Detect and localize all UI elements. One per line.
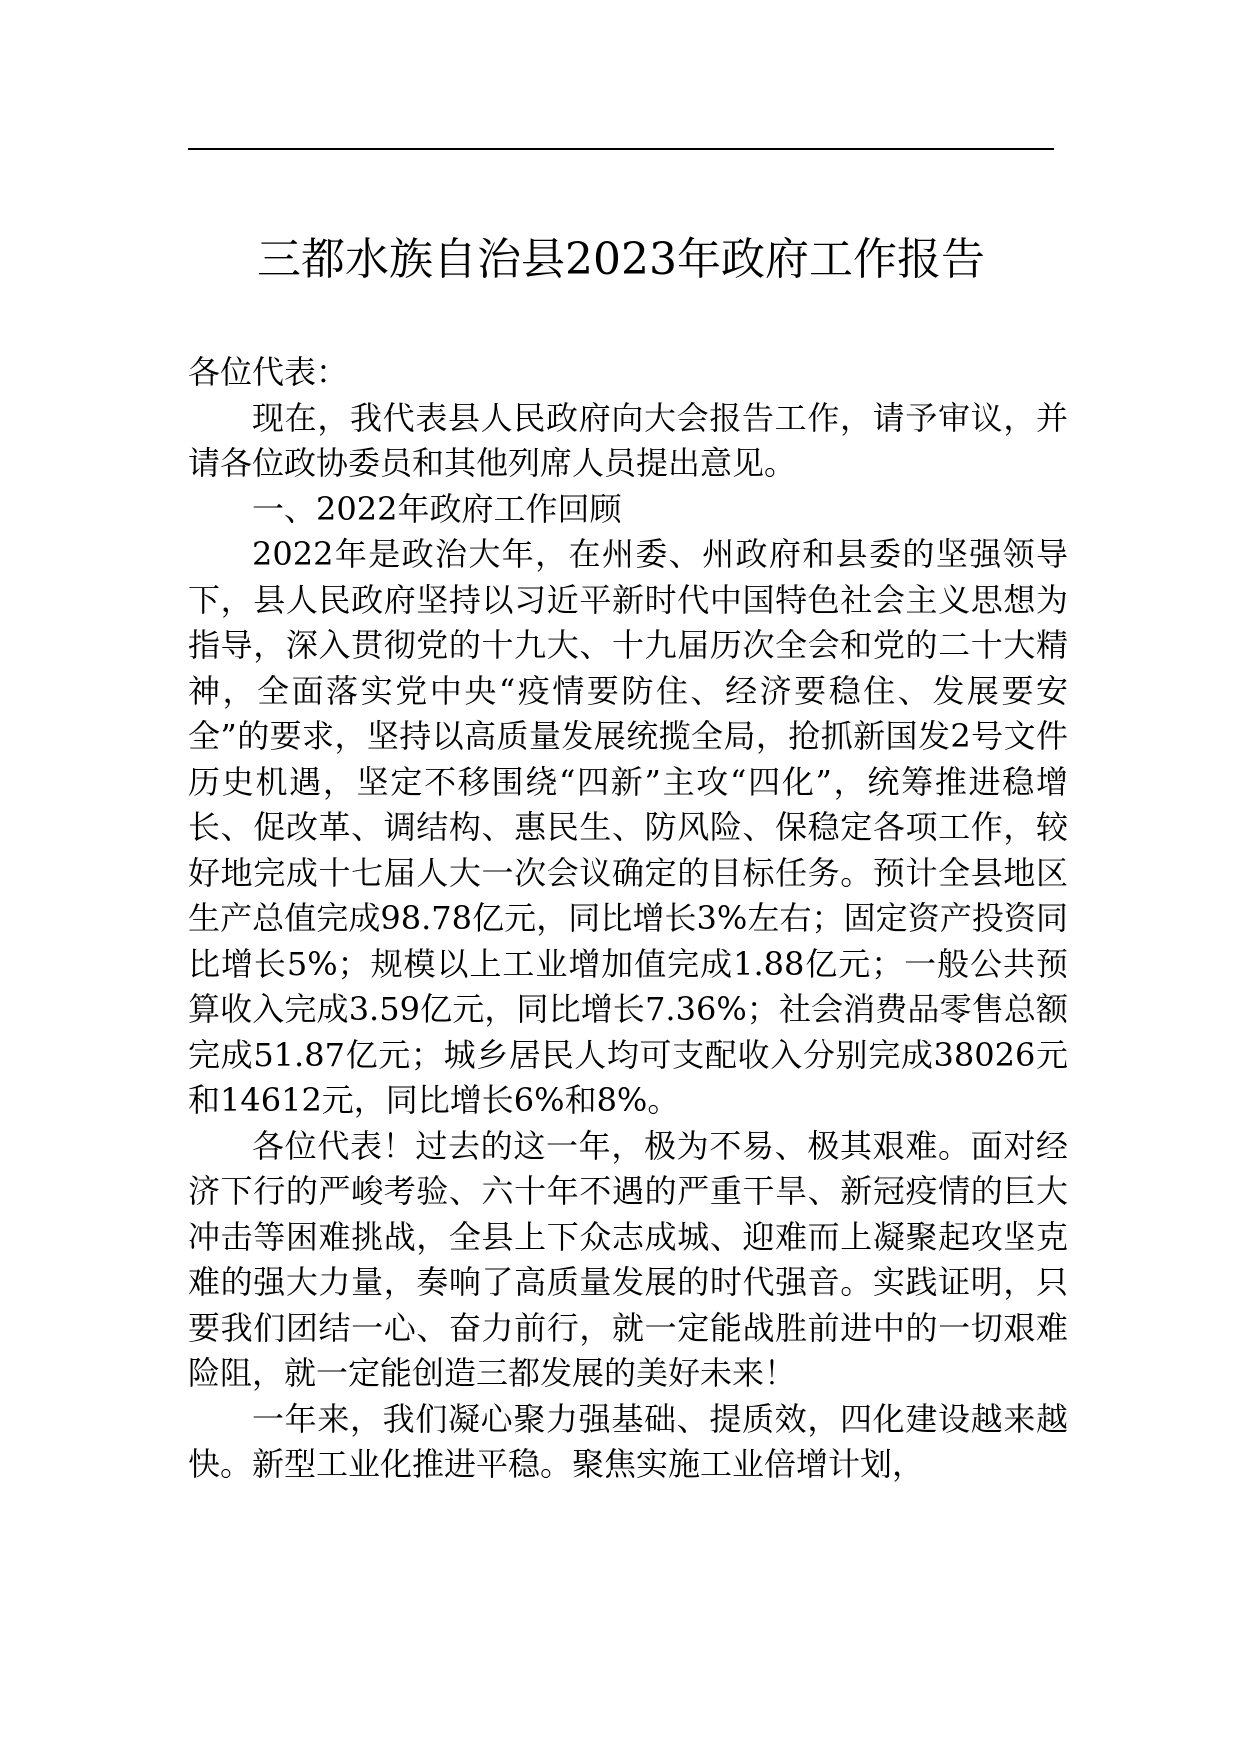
salutation: 各位代表： xyxy=(188,353,349,391)
header-rule xyxy=(188,148,1054,150)
paragraph: 各位代表！过去的这一年，极为不易、极其艰难。面对经济下行的严峻考验、六十年不遇的严重干旱、新冠疫情的巨大冲击等困难挑战，全县上下众志成城、迎难而上凝聚起攻坚克难的强大力量，奏响了高质量发展的时代强音。实践证明，只要我们团结一心、奋力前行，就一定能战胜前进中的一切艰难险阻，就一定能创造三都发展的美好未来！ xyxy=(188,1126,1068,1392)
paragraph: 一年来，我们凝心聚力强基础、提质效，四化建设越来越快。新型工业化推进平稳。聚焦实施工业倍增计划， xyxy=(188,1399,1068,1483)
paragraph: 现在，我代表县人民政府向大会报告工作，请予审议，并请各位政协委员和其他列席人员提出意见。 xyxy=(188,398,1068,482)
paragraph: 2022年是政治大年，在州委、州政府和县委的坚强领导下，县人民政府坚持以习近平新时代中国特色社会主义思想为指导，深入贯彻党的十九大、十九届历次全会和党的二十大精神，全面落实党中央“疫情要防住、经济要稳住、发展要安全”的要求，坚持以高质量发展统揽全局，抢抓新国发2号文件历史机遇，坚定不移围绕“四新”主攻“四化”，统筹推进稳增长、促改革、调结构、惠民生、防风险、保稳定各项工作，较好地完成十七届人大一次会议确定的目标任务。预计全县地区生产总值完成98.78亿元，同比增长3%左右；固定资产投资同比增长5%；规模以上工业增加值完成1.88亿元；一般公共预算收入完成3.59亿元，同比增长7.36%；社会消费品零售总额完成51.87亿元；城乡居民人均可支配收入分别完成38026元和14612元，同比增长6%和8%。 xyxy=(188,535,1068,1119)
document-body xyxy=(188,350,1068,1488)
document-title: 三都水族自治县2023年政府工作报告 xyxy=(257,234,985,285)
section-heading: 一、2022年政府工作回顾 xyxy=(252,489,622,528)
